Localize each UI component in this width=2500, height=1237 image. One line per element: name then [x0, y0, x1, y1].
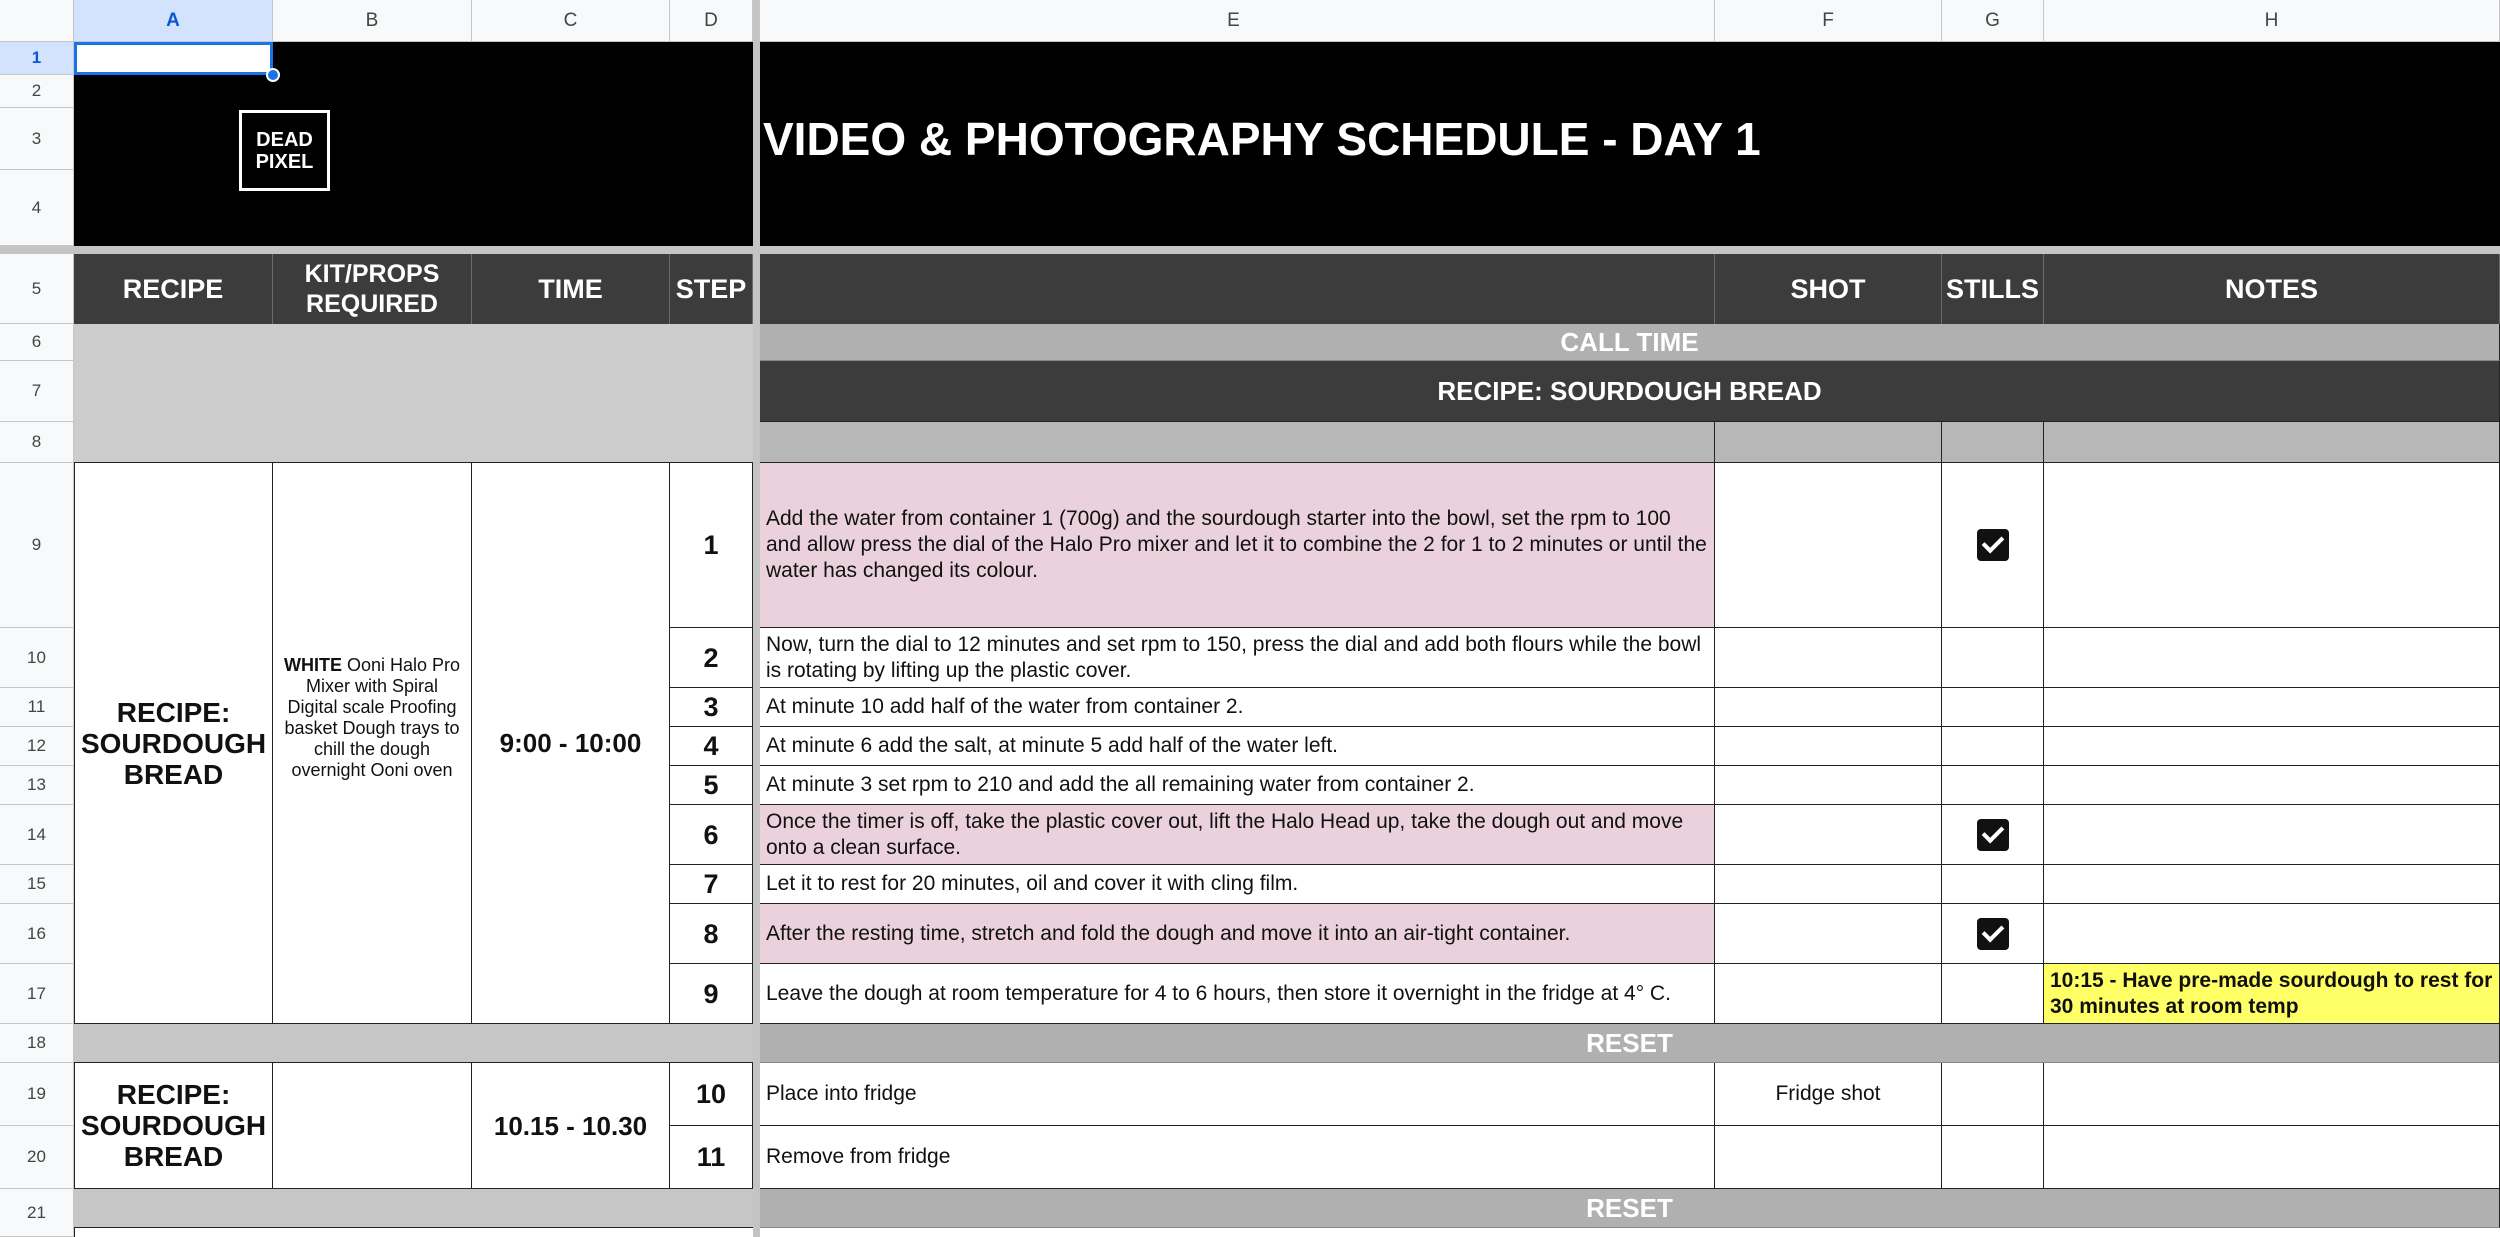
shot-cell[interactable]	[1715, 766, 1942, 805]
stills-cell[interactable]	[1942, 904, 2044, 964]
row-header-1[interactable]: 1	[0, 42, 74, 75]
column-header-h[interactable]: H	[2044, 0, 2500, 42]
shot-cell[interactable]	[1715, 463, 1942, 628]
row-header-6[interactable]: 6	[0, 324, 74, 361]
select-all-corner[interactable]	[0, 0, 74, 42]
checkbox-checked[interactable]	[1977, 819, 2009, 851]
column-header-e[interactable]: E	[753, 0, 1715, 42]
step-text[interactable]: At minute 10 add half of the water from container 2.	[760, 688, 1715, 727]
note-highlight[interactable]: 10:15 - Have pre-made sourdough to rest for 30 minutes at room temp	[2044, 964, 2500, 1024]
notes-cell[interactable]	[2044, 688, 2500, 727]
row-header-21[interactable]: 21	[0, 1189, 74, 1237]
column-header-g[interactable]: G	[1942, 0, 2044, 42]
row-header-19[interactable]: 19	[0, 1063, 74, 1126]
block1-kit-rest: Ooni Halo Pro Mixer with Spiral Digital scale Proofing basket Dough trays to chill the dough overnight Ooni oven	[284, 655, 461, 780]
step-text[interactable]: Leave the dough at room temperature for 4 to 6 hours, then store it overnight in the fridge at 4° C.	[760, 964, 1715, 1024]
step-number[interactable]: 2	[670, 628, 753, 688]
checkbox-checked[interactable]	[1977, 529, 2009, 561]
row-header-5[interactable]: 5	[0, 254, 74, 324]
step-number[interactable]: 5	[670, 766, 753, 805]
shot-cell[interactable]	[1715, 805, 1942, 865]
checkbox-checked[interactable]	[1977, 918, 2009, 950]
column-header-f[interactable]: F	[1715, 0, 1942, 42]
notes-cell[interactable]	[2044, 865, 2500, 904]
row8-g	[1942, 422, 2044, 463]
block2-time[interactable]: 10.15 - 10.30	[472, 1063, 670, 1189]
step-text[interactable]: Let it to rest for 20 minutes, oil and cover it with cling film.	[760, 865, 1715, 904]
step-number[interactable]: 4	[670, 727, 753, 766]
step-number[interactable]: 7	[670, 865, 753, 904]
block1-recipe[interactable]: RECIPE: SOURDOUGH BREAD	[74, 463, 273, 1024]
shot-cell[interactable]	[1715, 964, 1942, 1024]
stills-cell[interactable]	[1942, 463, 2044, 628]
logo	[239, 110, 330, 191]
row-header-2[interactable]: 2	[0, 75, 74, 108]
stills-cell[interactable]	[1942, 688, 2044, 727]
row-header-12[interactable]: 12	[0, 727, 74, 766]
header-description	[760, 254, 1715, 324]
stills-cell[interactable]	[1942, 805, 2044, 865]
logo-line-2: PIXEL	[255, 150, 314, 173]
row18-left	[74, 1024, 753, 1063]
notes-cell[interactable]	[2044, 904, 2500, 964]
notes-cell[interactable]	[2044, 463, 2500, 628]
step-number[interactable]: 11	[670, 1126, 753, 1189]
stills-cell[interactable]	[1942, 964, 2044, 1024]
band-reset-1: RESET	[760, 1024, 2500, 1063]
row-header-11[interactable]: 11	[0, 688, 74, 727]
column-header-b[interactable]: B	[273, 0, 472, 42]
notes-cell[interactable]	[2044, 1063, 2500, 1126]
row-header-8[interactable]: 8	[0, 422, 74, 463]
column-header-d[interactable]: D	[670, 0, 753, 42]
header-recipe: RECIPE	[74, 254, 273, 324]
block1-kit-bold: WHITE	[283, 655, 342, 675]
left-blank-block	[74, 324, 753, 463]
step-text[interactable]: At minute 6 add the salt, at minute 5 add half of the water left.	[760, 727, 1715, 766]
band-recipe-title: RECIPE: SOURDOUGH BREAD	[760, 361, 2500, 422]
stills-cell[interactable]	[1942, 727, 2044, 766]
step-text[interactable]: Remove from fridge	[760, 1126, 1715, 1189]
logo-line-1: DEAD	[256, 128, 313, 151]
row-header-14[interactable]: 14	[0, 805, 74, 865]
step-number[interactable]: 8	[670, 904, 753, 964]
row-header-3[interactable]: 3	[0, 108, 74, 170]
header-step: STEP	[670, 254, 753, 324]
block1-time[interactable]: 9:00 - 10:00	[472, 463, 670, 1024]
header-stills: STILLS	[1942, 254, 2044, 324]
shot-cell[interactable]	[1715, 865, 1942, 904]
header-notes: NOTES	[2044, 254, 2500, 324]
shot-cell[interactable]	[1715, 688, 1942, 727]
band-reset-2: RESET	[760, 1189, 2500, 1228]
block2-recipe[interactable]: RECIPE: SOURDOUGH BREAD	[74, 1063, 273, 1189]
block2-kit[interactable]	[273, 1063, 472, 1189]
step-text[interactable]: Now, turn the dial to 12 minutes and set rpm to 150, press the dial and add both flours while the bowl is rotating by lifting up the plastic cover.	[760, 628, 1715, 688]
stills-cell[interactable]	[1942, 1063, 2044, 1126]
band-call-time: CALL TIME	[760, 324, 2500, 361]
row-header-9[interactable]: 9	[0, 463, 74, 628]
header-time: TIME	[472, 254, 670, 324]
step-text[interactable]: At minute 3 set rpm to 210 and add the all remaining water from container 2.	[760, 766, 1715, 805]
shot-cell[interactable]	[1715, 904, 1942, 964]
stills-cell[interactable]	[1942, 865, 2044, 904]
notes-cell[interactable]	[2044, 628, 2500, 688]
shot-cell[interactable]	[1715, 628, 1942, 688]
step-number[interactable]: 1	[670, 463, 753, 628]
row-header-10[interactable]: 10	[0, 628, 74, 688]
step-number[interactable]: 9	[670, 964, 753, 1024]
stills-cell[interactable]	[1942, 628, 2044, 688]
stills-cell[interactable]	[1942, 1126, 2044, 1189]
stills-cell[interactable]	[1942, 766, 2044, 805]
row-header-15[interactable]: 15	[0, 865, 74, 904]
notes-cell[interactable]	[2044, 1126, 2500, 1189]
fill-handle[interactable]	[266, 68, 280, 82]
notes-cell[interactable]	[2044, 766, 2500, 805]
shot-cell[interactable]	[1715, 1126, 1942, 1189]
row-header-7[interactable]: 7	[0, 361, 74, 422]
notes-cell[interactable]	[2044, 727, 2500, 766]
row-header-18[interactable]: 18	[0, 1024, 74, 1063]
column-header-a[interactable]: A	[74, 0, 273, 42]
row8-e	[760, 422, 1715, 463]
row-header-4[interactable]: 4	[0, 170, 74, 246]
row8-f	[1715, 422, 1942, 463]
frozen-column-divider[interactable]	[753, 0, 760, 1237]
step-text[interactable]: Add the water from container 1 (700g) and the sourdough starter into the bowl, set the rpm to 100 and allow press the dial of the Halo Pro mixer and let it to combine the 2 for 1 to 2 minutes or until the water has changed its colour.	[760, 463, 1715, 628]
row22-partial	[74, 1228, 2500, 1237]
row8-h	[2044, 422, 2500, 463]
block1-kit[interactable]	[273, 463, 472, 1024]
step-text[interactable]: Place into fridge	[760, 1063, 1715, 1126]
step-text[interactable]: After the resting time, stretch and fold the dough and move it into an air-tight container.	[760, 904, 1715, 964]
row-header-13[interactable]: 13	[0, 766, 74, 805]
column-header-c[interactable]: C	[472, 0, 670, 42]
row-header-20[interactable]: 20	[0, 1126, 74, 1189]
row-header-17[interactable]: 17	[0, 964, 74, 1024]
row21-left	[74, 1189, 753, 1228]
page-title: VIDEO & PHOTOGRAPHY SCHEDULE - DAY 1	[763, 113, 1761, 165]
step-number[interactable]: 10	[670, 1063, 753, 1126]
step-number[interactable]: 3	[670, 688, 753, 727]
frozen-row-divider[interactable]	[0, 246, 2500, 254]
shot-cell[interactable]: Fridge shot	[1715, 1063, 1942, 1126]
step-number[interactable]: 6	[670, 805, 753, 865]
header-shot: SHOT	[1715, 254, 1942, 324]
selected-cell-a1[interactable]	[74, 42, 273, 75]
notes-cell[interactable]	[2044, 805, 2500, 865]
step-text[interactable]: Once the timer is off, take the plastic cover out, lift the Halo Head up, take the dough out and move onto a clean surface.	[760, 805, 1715, 865]
shot-cell[interactable]	[1715, 727, 1942, 766]
header-kit-props: KIT/PROPS REQUIRED	[273, 254, 472, 324]
row-header-16[interactable]: 16	[0, 904, 74, 964]
